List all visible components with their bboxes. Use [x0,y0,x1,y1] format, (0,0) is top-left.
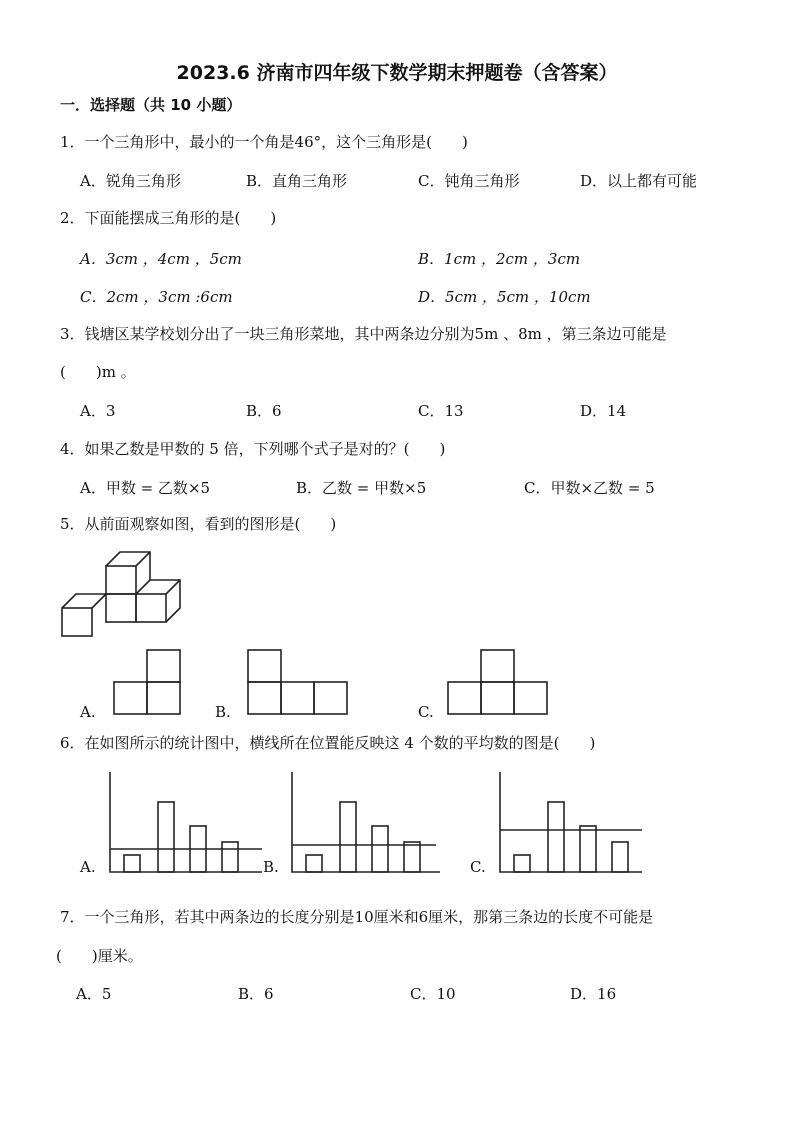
question-6-option-a-label[interactable]: A. [80,858,96,876]
question-7-stem-line1: 7．一个三角形，若其中两条边的长度分别是10厘米和6厘米，那第三条边的长度不可能是 [60,908,654,926]
question-5-option-b-label[interactable]: B. [215,703,231,721]
question-1-stem: 1．一个三角形中，最小的一个角是46°，这个三角形是( ) [60,133,468,151]
question-3-option-d[interactable]: D．14 [580,402,627,420]
question-6-option-b-label[interactable]: B. [263,858,279,876]
question-2-option-a[interactable]: A．3cm ，4cm ，5cm [80,250,242,268]
question-5-option-c-label[interactable]: C. [418,703,434,721]
question-2-stem: 2．下面能摆成三角形的是( ) [60,209,277,227]
question-2-option-b[interactable]: B．1cm ，2cm ，3cm [418,250,581,268]
question-6-stem: 6．在如图所示的统计图中，横线所在位置能反映这 4 个数的平均数的图是( ) [60,734,596,752]
question-7-option-c[interactable]: C．10 [410,985,456,1003]
section-heading: 一．选择题（共 10 小题） [60,96,242,114]
question-5-stem: 5．从前面观察如图，看到的图形是( ) [60,515,337,533]
question-3-stem-line1: 3．钱塘区某学校划分出了一块三角形菜地，其中两条边分别为5m 、8m ，第三条边可能是 [60,325,667,343]
page-title: 2023.6 济南市四年级下数学期末押题卷（含答案） [176,62,618,84]
question-3-option-a[interactable]: A．3 [80,402,116,420]
question-1-option-a[interactable]: A．锐角三角形 [80,172,181,190]
question-3-option-b[interactable]: B．6 [246,402,282,420]
question-7-option-a[interactable]: A．5 [76,985,112,1003]
question-1-option-b[interactable]: B．直角三角形 [246,172,348,190]
question-7-option-b[interactable]: B．6 [238,985,274,1003]
question-7-stem-line2: ( )厘米。 [56,947,143,965]
question-3-stem-line2: ( )m 。 [60,363,136,381]
question-4-option-c[interactable]: C．甲数×乙数 = 5 [524,479,655,497]
question-7-option-d[interactable]: D．16 [570,985,617,1003]
question-2-option-c[interactable]: C．2cm ，3cm :6cm [80,288,233,306]
question-4-option-a[interactable]: A．甲数 = 乙数×5 [80,479,211,497]
question-4-option-b[interactable]: B．乙数 = 甲数×5 [296,479,427,497]
question-1-option-d[interactable]: D．以上都有可能 [580,172,698,190]
question-6-option-c-label[interactable]: C. [470,858,486,876]
question-5-option-a-label[interactable]: A. [80,703,96,721]
question-1-option-c[interactable]: C．钝角三角形 [418,172,520,190]
question-2-option-d[interactable]: D．5cm ，5cm ，10cm [418,288,591,306]
question-4-stem: 4．如果乙数是甲数的 5 倍，下列哪个式子是对的？( ) [60,440,446,458]
question-3-option-c[interactable]: C．13 [418,402,464,420]
